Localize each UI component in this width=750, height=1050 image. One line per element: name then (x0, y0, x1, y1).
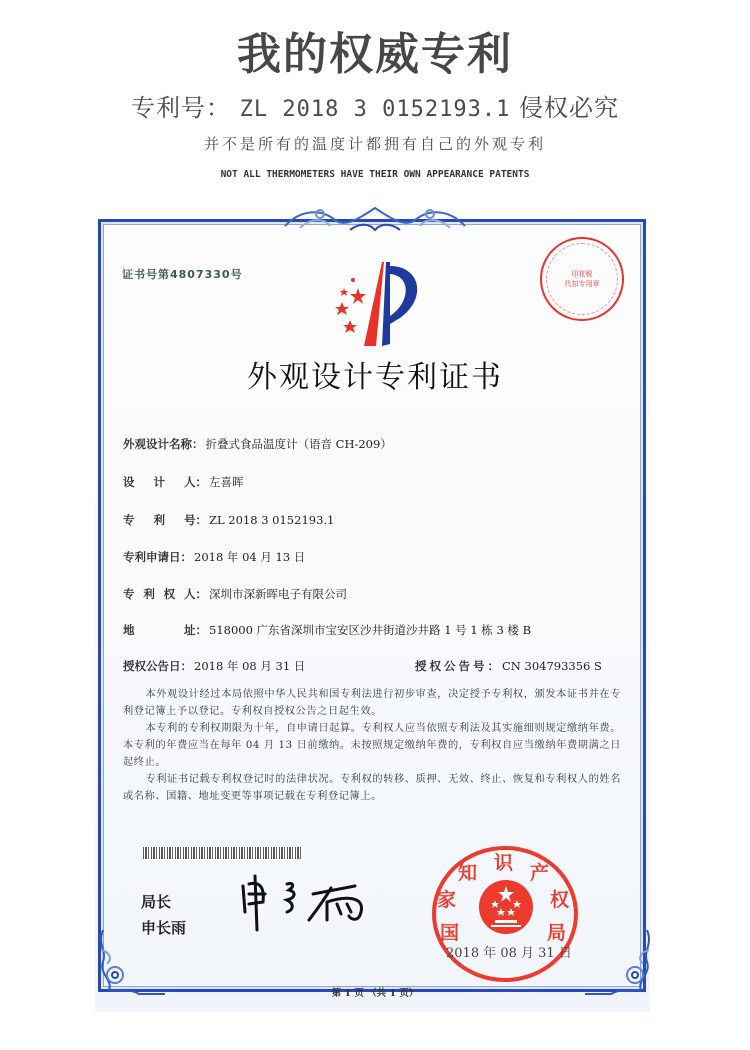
field-label: 利 (143, 587, 155, 601)
barcode (143, 847, 301, 859)
seal-char: 产 (530, 862, 550, 884)
field-patent-number (123, 512, 334, 528)
cnipa-logo-icon (320, 258, 430, 348)
national-emblem-icon (477, 878, 535, 936)
field-value: CN 304793356 S (502, 659, 602, 673)
page-title: 我的权威专利 (237, 29, 513, 80)
field-filing-date (123, 549, 305, 565)
field-value: 2018 年 04 月 13 日 (194, 550, 306, 564)
field-value: 左喜晖 (209, 475, 244, 489)
field-label: 授权公告日： (123, 659, 192, 673)
field-label: 人： (183, 587, 207, 601)
patent-label: 专利号： (131, 94, 232, 122)
patent-suffix: 侵权必究 (518, 94, 619, 122)
field-value: ZL 2018 3 0152193.1 (209, 513, 335, 527)
field-label: 地 (123, 623, 135, 637)
field-value: 2018 年 08 月 31 日 (194, 659, 306, 673)
field-label: 址： (184, 623, 207, 637)
ornament-top-icon (280, 200, 470, 234)
field-label: 授权公告号： (415, 659, 502, 673)
seal-char: 知 (458, 862, 478, 884)
field-label: 专 (123, 587, 135, 601)
field-value: 518000 广东省深圳市宝安区沙井街道沙井路 1 号 1 栋 3 楼 B (209, 623, 532, 637)
body-paragraph: 专利证书记载专利权登记时的法律状况。专利权的转移、质押、无效、终止、恢复和专利权人的姓名或名称、国籍、地址变更等事项记载在专利登记簿上。 (123, 774, 621, 802)
field-value: 深圳市深新晖电子有限公司 (209, 587, 347, 601)
seal-date: 2018 年 08 月 31 日 (446, 946, 572, 961)
body-paragraph: 本专利的专利权期限为十年，自申请日起算。专利权人应当依照专利法及其实施细则规定缴纳年费。本专利的年费应当在每年 04 月 13 日前缴纳。未按照规定缴纳年费的，专利权自应当缴纳年费期满之日起终止。 (123, 723, 621, 768)
field-designer (123, 474, 244, 490)
field-label: 外观设计名称： (123, 437, 204, 451)
body-paragraph: 本外观设计经过本局依照中华人民共和国专利法进行初步审查，决定授予专利权，颁发本证书并在专利登记簿上予以登记。专利权自授权公告之日起生效。 (123, 689, 621, 717)
seal-char: 家 (437, 889, 457, 911)
field-label: 权 (163, 587, 176, 601)
seal-char: 识 (494, 852, 514, 874)
certificate-number: 证书号第4807330号 (122, 268, 243, 281)
field-grant-number (415, 658, 602, 674)
seal-char: 局 (547, 922, 567, 944)
patent-number: ZL 2018 3 0152193.1 (239, 97, 511, 122)
page-footer: 第 1 页 （共 1 页） (331, 988, 419, 999)
field-label: 专利申请日： (123, 550, 192, 564)
field-label: 号： (184, 513, 207, 527)
certificate-body (123, 686, 621, 805)
subtitle-english: NOT ALL THERMOMETERS HAVE THEIR OWN APPEARANCE PATENTS (220, 169, 530, 180)
tax-stamp-seal (540, 237, 624, 321)
field-label: 利 (153, 513, 165, 527)
field-patent-holder (123, 586, 347, 602)
field-design-name (123, 436, 392, 452)
field-label: 计 (153, 475, 165, 489)
field-grant-date (123, 658, 305, 674)
signature-icon (235, 872, 385, 932)
field-address (123, 622, 531, 638)
certificate-title: 外观设计专利证书 (247, 360, 503, 395)
field-label: 设 (123, 475, 135, 489)
patent-number-line (0, 88, 750, 123)
director-title: 局长 (141, 893, 172, 911)
field-label: 专 (123, 513, 135, 527)
field-label: 人： (184, 475, 207, 489)
field-value: 折叠式食品温度计（语音 CH-209） (205, 437, 392, 451)
subtitle-chinese: 并不是所有的温度计都拥有自己的外观专利 (203, 135, 546, 153)
seal-char: 权 (550, 889, 570, 911)
seal-char: 国 (440, 922, 460, 944)
seal-text-line: 印花税 (571, 270, 593, 278)
seal-text-line: 代扣专用章 (564, 280, 600, 288)
director-name: 申长雨 (141, 919, 187, 937)
